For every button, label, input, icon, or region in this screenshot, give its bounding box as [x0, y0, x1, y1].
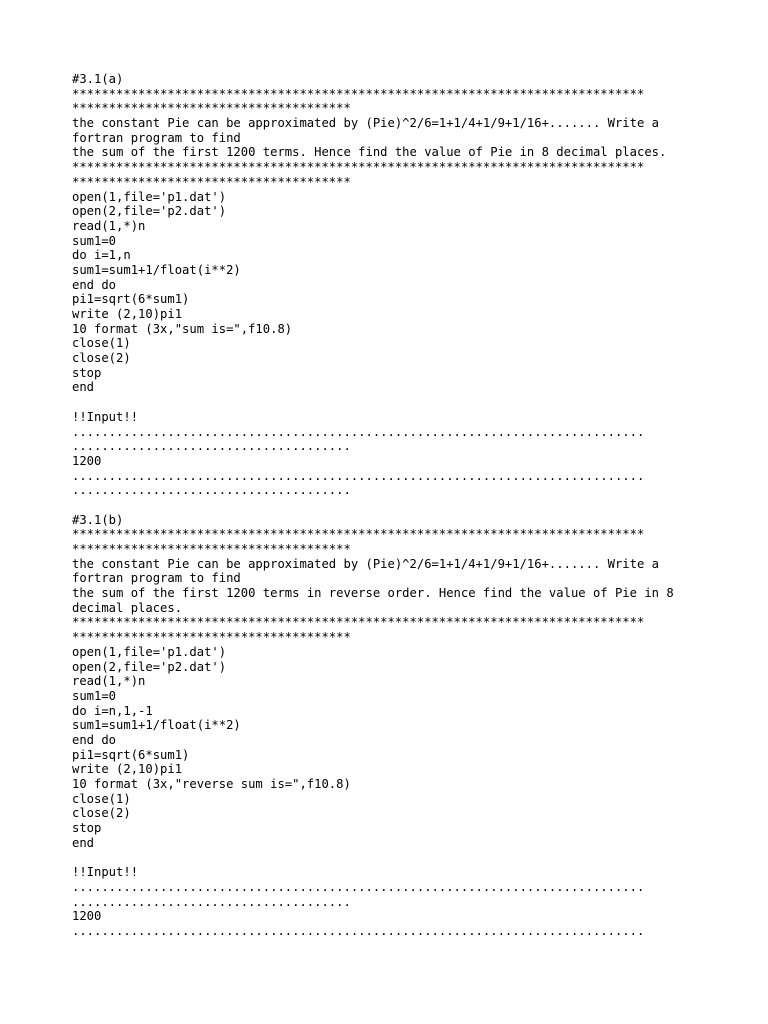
problem-text: decimal places. — [72, 600, 183, 615]
code-line: end do — [72, 732, 117, 747]
section-heading: #3.1(a) — [72, 72, 124, 86]
code-line: stop — [72, 365, 102, 380]
code-line: read(1,*)n — [72, 674, 146, 689]
code-line: write (2,10)pi1 — [72, 307, 183, 321]
problem-text: the sum of the first 1200 terms. Hence find the value of Pie in 8 decimal places. — [72, 145, 667, 160]
problem-text: fortran program to find — [72, 130, 241, 145]
asterisk-rule: ************************************** — [72, 630, 351, 645]
blank-line — [72, 498, 712, 513]
asterisk-rule: ****************************************************************************** — [72, 160, 645, 175]
code-line: sum1=0 — [72, 233, 117, 248]
dotted-rule: ...................................... — [72, 894, 351, 909]
problem-text: the constant Pie can be approximated by (Pie)^2/6=1+1/4+1/9+1/16+....... Write a — [72, 556, 659, 571]
code-line: end — [72, 835, 95, 850]
code-line: open(2,file='p2.dat') — [72, 659, 227, 674]
code-line: open(1,file='p1.dat') — [72, 644, 227, 659]
dotted-rule: .............................................................................. — [72, 923, 645, 938]
code-line: pi1=sqrt(6*sum1) — [72, 747, 190, 762]
section-heading: #3.1(b) — [72, 512, 124, 527]
problem-text: the constant Pie can be approximated by (Pie)^2/6=1+1/4+1/9+1/16+....... Write a — [72, 116, 659, 131]
asterisk-rule: ************************************** — [72, 174, 351, 189]
dotted-rule: .............................................................................. — [72, 424, 645, 439]
dotted-rule: .............................................................................. — [72, 468, 645, 483]
document-page — [72, 72, 712, 939]
code-line: close(1) — [72, 791, 131, 806]
code-line: pi1=sqrt(6*sum1) — [72, 292, 190, 307]
dotted-rule: .............................................................................. — [72, 879, 645, 894]
problem-text: the sum of the first 1200 terms in reverse order. Hence find the value of Pie in 8 — [72, 586, 674, 601]
input-heading: !!Input!! — [72, 865, 139, 880]
code-line: open(1,file='p1.dat') — [72, 189, 227, 204]
code-line: close(2) — [72, 351, 131, 366]
code-line: stop — [72, 821, 102, 836]
asterisk-rule: ****************************************************************************** — [72, 615, 645, 630]
asterisk-rule: ************************************** — [72, 101, 351, 116]
input-value: 1200 — [72, 453, 102, 468]
asterisk-rule: ****************************************************************************** — [72, 527, 645, 542]
code-line: write (2,10)pi1 — [72, 762, 183, 777]
blank-line — [72, 850, 712, 865]
code-line: end do — [72, 277, 117, 292]
code-line: sum1=sum1+1/float(i**2) — [72, 718, 241, 733]
code-line: end — [72, 380, 95, 395]
dotted-rule: ...................................... — [72, 483, 351, 498]
asterisk-rule: ************************************** — [72, 542, 351, 556]
code-line: do i=1,n — [72, 248, 131, 263]
blank-line — [72, 395, 712, 410]
code-line: open(2,file='p2.dat') — [72, 204, 227, 219]
code-line: 10 format (3x,"sum is=",f10.8) — [72, 321, 293, 336]
code-line: do i=n,1,-1 — [72, 703, 153, 718]
code-line: read(1,*)n — [72, 218, 146, 233]
code-line: sum1=sum1+1/float(i**2) — [72, 262, 241, 277]
asterisk-rule: ****************************************************************************** — [72, 86, 645, 101]
code-line: sum1=0 — [72, 688, 117, 703]
input-heading: !!Input!! — [72, 409, 139, 424]
code-line: close(2) — [72, 806, 131, 821]
input-value: 1200 — [72, 909, 102, 924]
code-line: 10 format (3x,"reverse sum is=",f10.8) — [72, 777, 351, 791]
problem-text: fortran program to find — [72, 571, 241, 586]
dotted-rule: ...................................... — [72, 439, 351, 454]
code-line: close(1) — [72, 336, 131, 351]
